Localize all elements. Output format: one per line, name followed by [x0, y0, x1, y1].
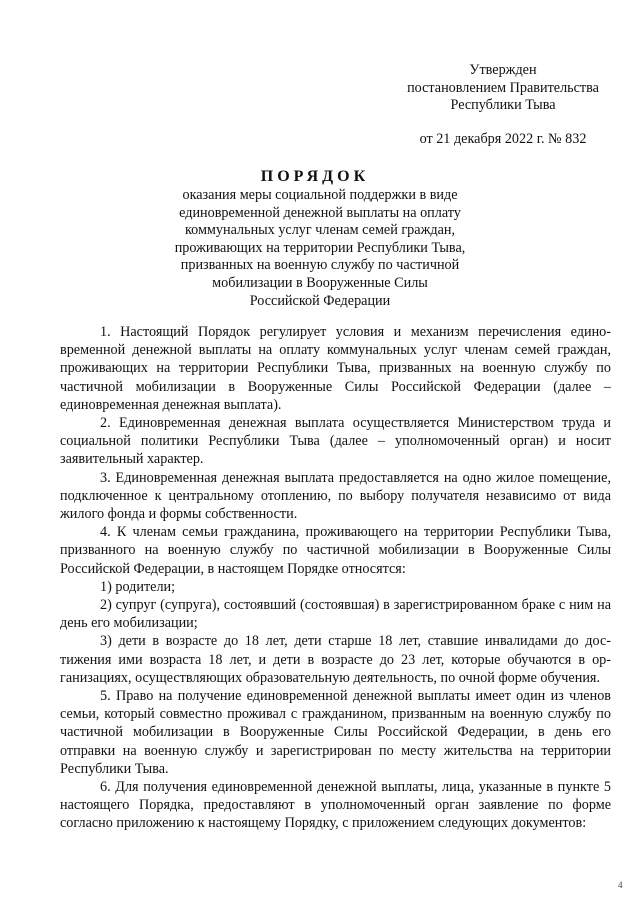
subtitle-line: коммунальных услуг членам семей граждан, — [184, 222, 456, 239]
subtitle-line: призванных на военную службу по частичной — [180, 257, 460, 274]
list-item-spouse: 2) супруг (супруга), состоявший (состоявшая) в зарегистрированном браке с ним на день его мобилизации; — [60, 597, 611, 632]
document-subtitle — [140, 187, 500, 310]
approval-line-3: Республики Тыва — [450, 97, 556, 113]
paragraph-3: 3. Единовременная денежная выплата предоставляется на одно жилое помещение, подключенное к центральному отоплению, по выбору получателя независимо от вида жилого фонда и формы собственности. — [60, 469, 611, 523]
list-item-children: 3) дети в возрасте до 18 лет, дети старше 18 лет, ставшие инвалидами до достижения ими возраста 18 лет, и дети в возрасте до 23 лет, которые обучаются в организациях, осуществляющих образовательную деятельность, по очной форме обучения. — [60, 633, 611, 686]
paragraph-4: 4. К членам семьи гражданина, проживающего на территории Республики Тыва, призванного на военную службу по частичной мобилизации в Вооруженные Силы Российской Федерации, в настоящем Порядке относятся: — [60, 524, 611, 577]
approval-date: от 21 декабря 2022 г. № 832 — [419, 130, 587, 147]
paragraph-5: 5. Право на получение единовременной денежной выплаты имеет один из членов семьи, который совместно проживал с гражданином, призванным на военную службу по частичной мобилизации в Вооруженные Силы Российской Федерации, в день его отправки на военную службу и зарегистрирован по месту жительства на территории Республики Тыва. — [60, 688, 611, 777]
document-body — [60, 323, 611, 833]
approval-line-2: постановлением Правительства — [407, 79, 599, 96]
approval-line-1: Утвержден — [469, 62, 537, 78]
paragraph-6: 6. Для получения единовременной денежной выплаты, лица, указанные в пункте 5 настоящего Порядка, предоставляют в уполномоченный орган заявление по форме согласно приложению к настоящему Порядку, с приложением следующих документов: — [60, 779, 611, 832]
subtitle-line: оказания меры социальной поддержки в виде — [182, 187, 458, 203]
subtitle-line: мобилизации в Вооруженные Силы — [212, 274, 428, 291]
document-title: ПОРЯДОК — [260, 168, 370, 185]
subtitle-line: проживающих на территории Республики Тыва, — [174, 239, 466, 256]
approval-block — [395, 62, 611, 148]
page-mark: 4 — [618, 880, 623, 890]
paragraph-1: 1. Настоящий Порядок регулирует условия и механизм перечисления единовременной денежной выплаты на оплату коммунальных услуг членам семей граждан, проживающих на территории Республики Тыва, призванных на военную службу по частичной мобилизации в Вооруженные Силы Российской Федерации (далее – единовременная денежная выплата). — [60, 324, 611, 413]
subtitle-line: единовременной денежной выплаты на оплату — [179, 204, 461, 221]
paragraph-2: 2. Единовременная денежная выплата осуществляется Министерством труда и социальной политики Республики Тыва (далее – уполномоченный орган) и носит заявительный характер. — [60, 415, 611, 468]
subtitle-line: Российской Федерации — [249, 292, 391, 309]
list-item-parents: 1) родители; — [100, 578, 176, 595]
